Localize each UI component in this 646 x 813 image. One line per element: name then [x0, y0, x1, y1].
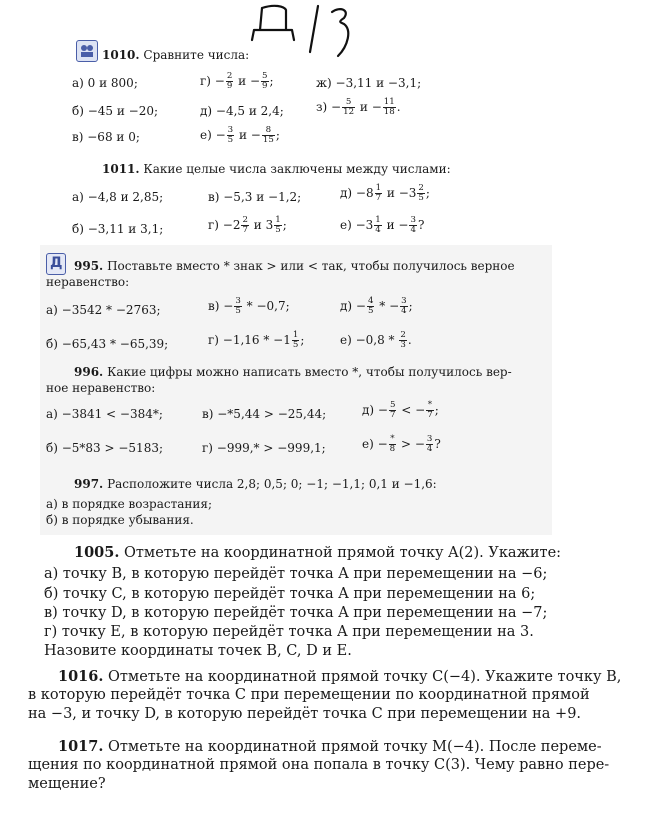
ex1011-v: в) −5,3 и −1,2; [208, 190, 302, 204]
exercise-996-heading: 996. Какие цифры можно написать вместо *, чтобы получилось вер- [74, 365, 512, 379]
ex995-b: б) −65,43 * −65,39; [46, 337, 169, 351]
ex1011-d: д) −8 $\frac{1}{7}$ и −3 $\frac{2}{5}$ ; [340, 183, 430, 204]
exercise-995-heading: 995. Поставьте вместо * знак > или < так, чтобы получилось верное [74, 259, 515, 273]
ex1016-line3: на −3, и точку D, в которую перейдёт точка C при перемещении на +9. [28, 706, 582, 722]
ex1010-z: з) − $\frac{5}{12}$ и − $\frac{11}{18}$ . [316, 97, 401, 118]
exercises-995-997 [40, 245, 552, 535]
ex995-a: а) −3542 * −2763; [46, 303, 161, 317]
group-work-icon [76, 40, 98, 62]
ex1010-e: е) − $\frac{3}{5}$ и − $\frac{8}{15}$ ; [200, 125, 280, 146]
exercise-1017-heading: 1017. Отметьте на координатной прямой точку M(−4). После переме- [58, 738, 602, 755]
ex1010-d: д) −4,5 и 2,4; [200, 104, 284, 118]
exercise-1011-heading: 1011. Какие целые числа заключены между числами: [102, 162, 451, 176]
ex1010-zh: ж) −3,11 и −3,1; [316, 76, 422, 90]
d-letter-icon: Д [46, 253, 66, 275]
ex1011-e: е) −3 $\frac{1}{4}$ и − $\frac{3}{4}$ ? [340, 215, 425, 236]
ex996-d: д) − $\frac{5}{7}$ < − * 7 ; [362, 400, 439, 421]
ex995-d: д) − $\frac{4}{5}$ * − $\frac{3}{4}$ ; [340, 296, 413, 317]
ex1005-a: а) точку B, в которую перейдёт точка A при перемещении на −6; [44, 566, 548, 582]
ex996-v: в) −*5,44 > −25,44; [202, 407, 327, 421]
exercise-997-heading: 997. Расположите числа 2,8; 0,5; 0; −1; −1,1; 0,1 и −1,6: [74, 477, 437, 491]
ex1010-a: а) 0 и 800; [72, 76, 138, 90]
ex996-b: б) −5*83 > −5183; [46, 441, 163, 455]
ex1011-a: а) −4,8 и 2,85; [72, 190, 164, 204]
ex997-a: а) в порядке возрастания; [46, 497, 212, 511]
ex1017-line2: щения по координатной прямой она попала в точку C(3). Чему равно пере- [28, 757, 610, 773]
ex995-g: г) −1,16 * −1 $\frac{1}{5}$ ; [208, 330, 305, 351]
ex996-g: г) −999,* > −999,1; [202, 441, 326, 455]
ex995-e: е) −0,8 * $\frac{2}{3}$ . [340, 330, 412, 351]
ex995-v: в) − $\frac{3}{5}$ * −0,7; [208, 296, 290, 317]
ex1010-g: г) − $\frac{2}{9}$ и − $\frac{5}{9}$ ; [200, 71, 274, 92]
exercise-1010-heading: 1010. Сравните числа: [102, 48, 250, 62]
ex1011-b: б) −3,11 и 3,1; [72, 222, 164, 236]
ex996-line2: ное неравенство: [46, 381, 156, 395]
ex995-line2: неравенство: [46, 275, 130, 289]
ex1017-line3: мещение? [28, 776, 106, 792]
ex1011-g: г) −2 $\frac{2}{7}$ и 3 $\frac{1}{5}$ ; [208, 215, 287, 236]
ex1005-g: г) точку E, в которую перейдёт точка A при перемещении на 3. [44, 624, 534, 640]
ex1005-b: б) точку C, в которую перейдёт точка A при перемещении на 6; [44, 586, 536, 602]
ex1010-v: в) −68 и 0; [72, 130, 140, 144]
ex997-b: б) в порядке убывания. [46, 513, 194, 527]
exercises-1010-1011 [60, 38, 480, 248]
exercise-1005 [44, 540, 604, 670]
exercises-1016-1017 [28, 664, 622, 804]
ex996-e: е) − * 8 > − $\frac{3}{4}$ ? [362, 434, 441, 455]
ex996-a: а) −3841 < −384*; [46, 407, 163, 421]
ex1005-last: Назовите координаты точек B, C, D и E. [44, 643, 352, 659]
exercise-1005-heading: 1005. Отметьте на координатной прямой точку A(2). Укажите: [74, 544, 562, 561]
exercise-1016-heading: 1016. Отметьте на координатной прямой точку C(−4). Укажите точку B, [58, 668, 622, 685]
ex1005-v: в) точку D, в которую перейдёт точка A при перемещении на −7; [44, 605, 548, 621]
ex1010-b: б) −45 и −20; [72, 104, 159, 118]
ex1016-line2: в которую перейдёт точка C при перемещении по координатной прямой [28, 687, 590, 703]
